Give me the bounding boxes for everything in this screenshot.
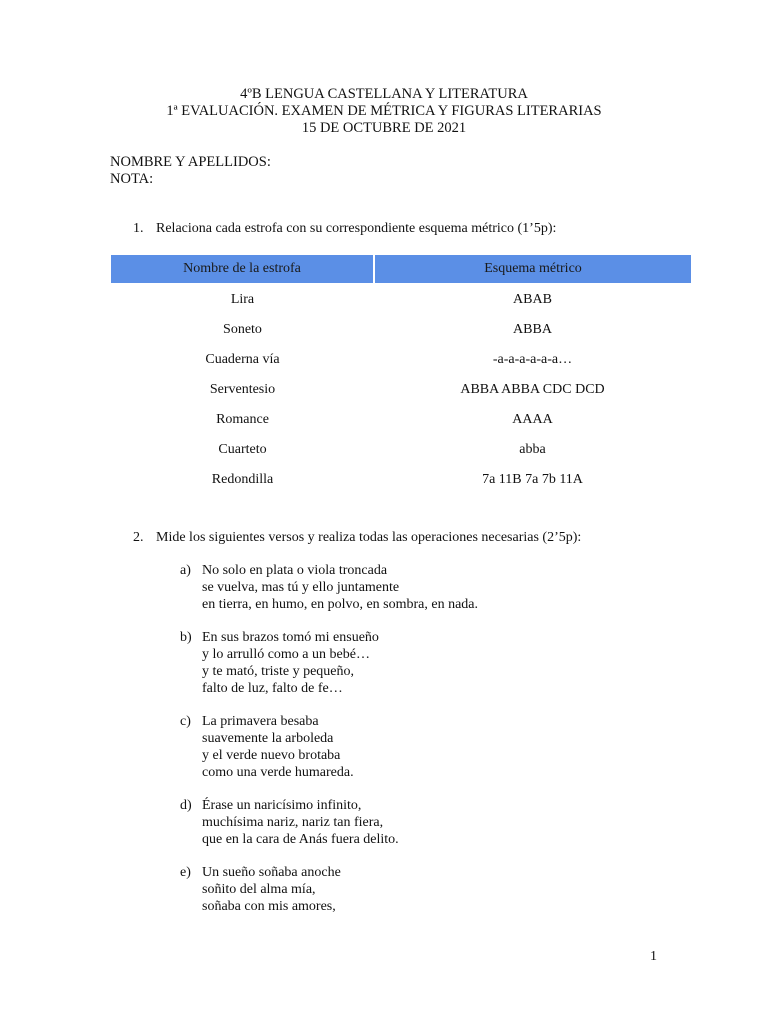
verse-item <box>180 713 478 781</box>
scheme-cell: abba <box>519 442 546 457</box>
student-fields <box>110 154 271 188</box>
grade-label: NOTA: <box>110 171 154 187</box>
question-1-number: 1. <box>133 221 144 236</box>
verse-line: muchísima nariz, nariz tan fiera, <box>202 815 384 830</box>
verse-item <box>180 797 478 848</box>
verse-item-letter: a) <box>180 563 191 578</box>
verse-line: se vuelva, mas tú y ello juntamente <box>202 580 400 595</box>
question-1-text: Relaciona cada estrofa con su correspondiente esquema métrico (1’5p): <box>156 221 557 236</box>
verse-line: y el verde nuevo brotaba <box>202 748 341 763</box>
verse-item-letter: e) <box>180 865 191 880</box>
verse-item <box>180 562 478 613</box>
strophe-name-cell: Lira <box>230 292 255 307</box>
course-title: 4ºB LENGUA CASTELLANA Y LITERATURA <box>240 86 528 102</box>
verse-line: Un sueño soñaba anoche <box>202 865 341 880</box>
verse-item-letter: d) <box>180 798 192 813</box>
strophe-table <box>111 255 691 495</box>
question-2-text: Mide los siguientes versos y realiza todas las operaciones necesarias (2’5p): <box>156 530 582 545</box>
table-row <box>111 345 691 375</box>
scheme-cell: AAAA <box>512 412 553 427</box>
verse-line: soñito del alma mía, <box>202 882 316 897</box>
column-header-scheme: Esquema métrico <box>374 255 691 283</box>
name-label: NOMBRE Y APELLIDOS: <box>110 154 271 170</box>
page-number: 1 <box>650 949 657 964</box>
verse-line: que en la cara de Anás fuera delito. <box>202 832 399 847</box>
verse-item <box>180 864 478 915</box>
table-row <box>111 315 691 345</box>
verse-line: falto de luz, falto de fe… <box>202 681 343 696</box>
scheme-cell: ABAB <box>513 292 552 307</box>
question-2-number: 2. <box>133 530 144 545</box>
verse-line: en tierra, en humo, en polvo, en sombra, en nada. <box>202 597 479 612</box>
verse-item <box>180 629 478 697</box>
scheme-cell: ABBA <box>513 322 552 337</box>
verse-list <box>180 562 478 931</box>
verse-line: En sus brazos tomó mi ensueño <box>202 630 379 645</box>
column-header-strophe: Nombre de la estrofa <box>111 255 374 283</box>
exam-title: 1ª EVALUACIÓN. EXAMEN DE MÉTRICA Y FIGURAS LITERARIAS <box>166 103 602 119</box>
strophe-name-cell: Romance <box>216 412 269 427</box>
question-2 <box>133 530 581 546</box>
verse-line: soñaba con mis amores, <box>202 899 336 914</box>
verse-line: y lo arrulló como a un bebé… <box>202 647 370 662</box>
table-row <box>111 435 691 465</box>
strophe-name-cell: Soneto <box>223 322 262 337</box>
strophe-name-cell: Serventesio <box>209 382 276 397</box>
verse-line: No solo en plata o viola troncada <box>202 563 388 578</box>
scheme-cell: ABBA ABBA CDC DCD <box>460 382 605 397</box>
table-row <box>111 465 691 495</box>
verse-line: suavemente la arboleda <box>202 731 334 746</box>
verse-item-letter: c) <box>180 714 191 729</box>
verse-line: La primavera besaba <box>202 714 319 729</box>
strophe-name-cell: Redondilla <box>211 472 274 487</box>
scheme-cell: -a-a-a-a-a-a… <box>492 352 573 367</box>
table-row <box>111 375 691 405</box>
document-header <box>0 86 768 137</box>
table-row <box>111 283 691 315</box>
strophe-name-cell: Cuaderna vía <box>205 352 280 367</box>
question-1 <box>133 221 556 237</box>
verse-line: Érase un naricísimo infinito, <box>202 798 362 813</box>
verse-line: como una verde humareda. <box>202 765 354 780</box>
verse-item-letter: b) <box>180 630 192 645</box>
table-row <box>111 405 691 435</box>
exam-date: 15 DE OCTUBRE DE 2021 <box>301 120 467 136</box>
verse-line: y te mató, triste y pequeño, <box>202 664 355 679</box>
strophe-name-cell: Cuarteto <box>218 442 267 457</box>
scheme-cell: 7a 11B 7a 7b 11A <box>482 472 583 487</box>
table-header-row <box>111 255 691 283</box>
